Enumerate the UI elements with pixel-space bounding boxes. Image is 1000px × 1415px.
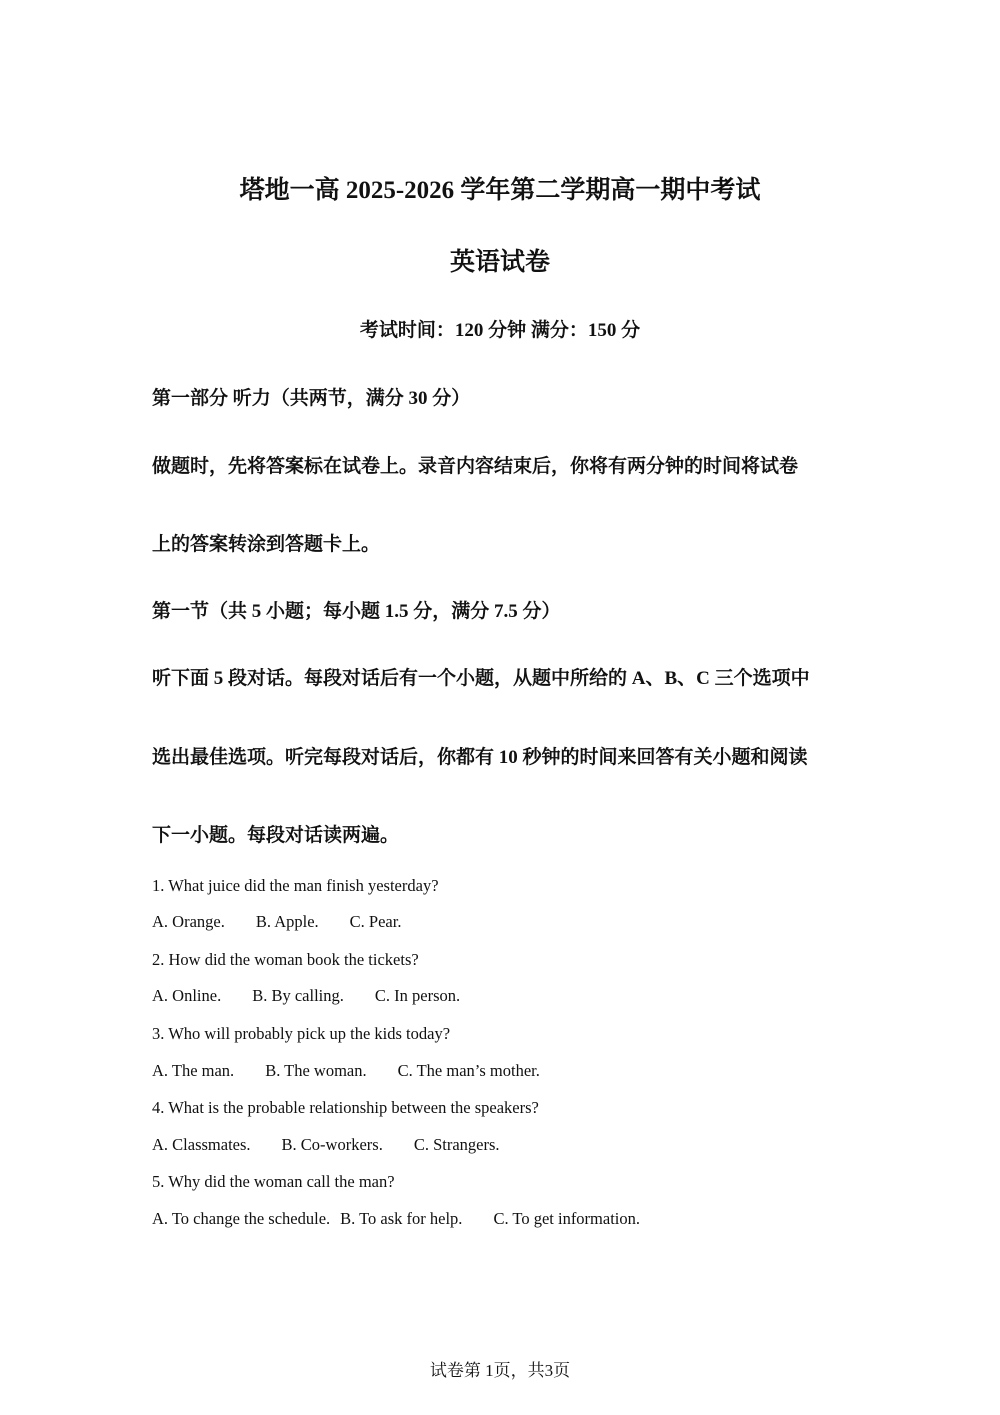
option-a: A. To change the schedule. [152,1209,331,1228]
option-c: C. The man’s mother. [397,1061,540,1080]
section-one-instruction-line3: 下一小题。每段对话读两遍。 [152,825,400,846]
part-one-instruction-line2: 上的答案转涂到答题卡上。 [152,534,381,555]
option-a: A. Classmates. [152,1135,251,1154]
option-b: B. To ask for help. [340,1209,463,1228]
option-b: B. The woman. [265,1061,367,1080]
option-c: C. To get information. [493,1209,641,1228]
section-one-heading: 第一节（共 5 小题；每小题 1.5 分，满分 7.5 分） [152,601,561,622]
question-options [152,1209,640,1229]
option-b: B. Co-workers. [281,1135,383,1154]
question-options [152,912,401,932]
question-options [152,1061,540,1081]
exam-info: 考试时间：120 分钟 满分：150 分 [359,320,641,341]
question-stem: 4. What is the probable relationship between the speakers? [152,1098,539,1117]
section-one-instruction-line1: 听下面 5 段对话。每段对话后有一个小题，从题中所给的 A、B、C 三个选项中 [152,668,810,689]
question-options [152,1135,500,1155]
option-b: B. By calling. [252,986,344,1005]
part-one-instruction-line1: 做题时，先将答案标在试卷上。录音内容结束后，你将有两分钟的时间将试卷 [152,456,799,477]
exam-title: 塔地一高 2025-2026 学年第二学期高一期中考试 [239,177,761,204]
part-one-heading: 第一部分 听力（共两节，满分 30 分） [152,388,471,409]
option-c: C. Strangers. [413,1135,500,1154]
question-options [152,986,460,1006]
option-b: B. Apple. [255,912,319,931]
option-c: C. Pear. [349,912,402,931]
question-stem: 3. Who will probably pick up the kids today? [152,1024,451,1043]
question-stem: 5. Why did the woman call the man? [152,1172,395,1191]
question-stem: 1. What juice did the man finish yesterday? [152,876,439,895]
option-c: C. In person. [374,986,461,1005]
option-a: A. Online. [152,986,222,1005]
option-a: A. The man. [152,1061,235,1080]
question-stem: 2. How did the woman book the tickets? [152,950,419,969]
section-one-instruction-line2: 选出最佳选项。听完每段对话后，你都有 10 秒钟的时间来回答有关小题和阅读 [152,747,808,768]
exam-subtitle: 英语试卷 [449,249,550,276]
page-footer: 试卷第 1页，共3页 [429,1361,571,1380]
option-a: A. Orange. [152,912,225,931]
